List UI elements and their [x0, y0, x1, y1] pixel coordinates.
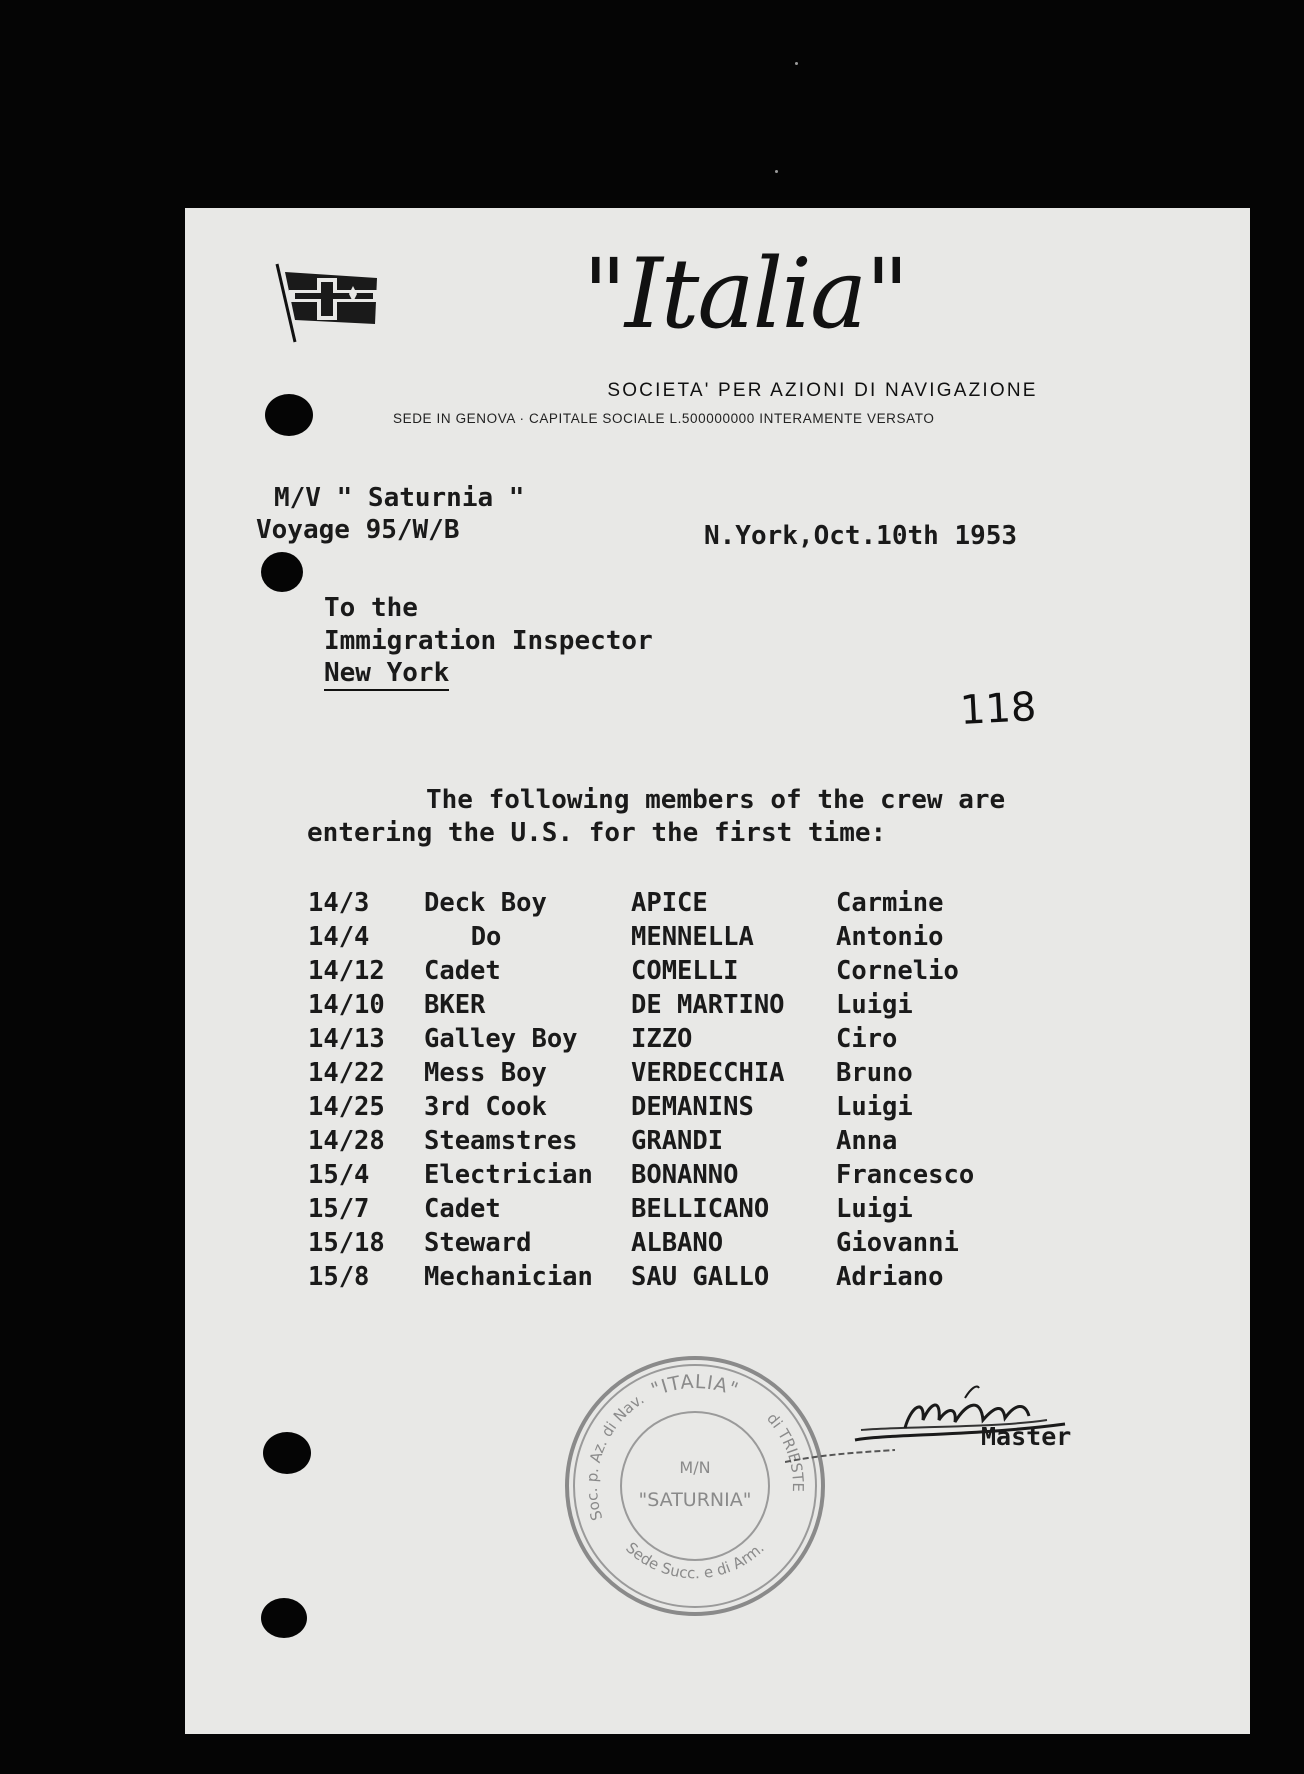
crew-given-name: Antonio [836, 922, 944, 952]
crew-row [308, 1228, 1248, 1262]
crew-given-name: Luigi [836, 1194, 913, 1224]
crew-number: 15/8 [308, 1262, 370, 1292]
stamp-top-text: "ITALIA" [648, 1370, 742, 1402]
crew-surname: ALBANO [631, 1228, 724, 1258]
crew-surname: VERDECCHIA [631, 1058, 785, 1088]
crew-row [308, 1092, 1248, 1126]
voyage-number: Voyage 95/W/B [256, 515, 460, 545]
crew-number: 14/13 [308, 1024, 385, 1054]
crew-row [308, 1024, 1248, 1058]
crew-row [308, 1160, 1248, 1194]
crew-rank: Galley Boy [424, 1024, 578, 1054]
crew-surname: BONANNO [631, 1160, 739, 1190]
crew-surname: COMELLI [631, 956, 739, 986]
crew-given-name: Giovanni [836, 1228, 959, 1258]
crew-row [308, 1194, 1248, 1228]
crew-surname: DE MARTINO [631, 990, 785, 1020]
stamp-center-line: "SATURNIA" [638, 1489, 752, 1511]
crew-given-name: Luigi [836, 1092, 913, 1122]
brand-logo: "Italia" [582, 238, 908, 350]
crew-rank: Mechanician [424, 1262, 593, 1292]
crew-given-name: Adriano [836, 1262, 944, 1292]
crew-row [308, 956, 1248, 990]
crew-number: 14/3 [308, 888, 370, 918]
crew-given-name: Bruno [836, 1058, 913, 1088]
crew-given-name: Anna [836, 1126, 898, 1156]
flag-icon [273, 260, 383, 344]
crew-rank: Do [440, 922, 502, 952]
crew-surname: APICE [631, 888, 708, 918]
crew-rank: Steamstres [424, 1126, 578, 1156]
svg-text:"ITALIA" [648, 1371, 742, 1402]
crew-rank: Cadet [424, 956, 501, 986]
crew-given-name: Cornelio [836, 956, 959, 986]
stamp-left-text: Soc. p. Az. di Nav. [582, 1389, 648, 1523]
crew-number: 15/7 [308, 1194, 370, 1224]
punch-hole [261, 1598, 307, 1638]
crew-given-name: Francesco [836, 1160, 975, 1190]
crew-number: 15/18 [308, 1228, 385, 1258]
punch-hole [261, 552, 303, 592]
crew-row [308, 1126, 1248, 1160]
crew-row [308, 1058, 1248, 1092]
ship-name: M/V " Saturnia " [274, 483, 525, 513]
crew-rank: Cadet [424, 1194, 501, 1224]
punch-hole [263, 1432, 311, 1474]
scan-speck [795, 62, 798, 65]
body-text-line: entering the U.S. for the first time: [307, 818, 887, 848]
master-signature [785, 1358, 1105, 1468]
letter-page [185, 208, 1250, 1734]
crew-row [308, 922, 1248, 956]
crew-row [308, 888, 1248, 922]
crew-surname: IZZO [631, 1024, 693, 1054]
addressee-line: Immigration Inspector [324, 626, 653, 656]
scan-speck [775, 170, 778, 173]
crew-surname: GRANDI [631, 1126, 724, 1156]
crew-number: 14/10 [308, 990, 385, 1020]
place-date: N.York,Oct.10th 1953 [704, 521, 1018, 551]
crew-number: 14/22 [308, 1058, 385, 1088]
handwritten-number: 118 [958, 684, 1038, 734]
crew-given-name: Luigi [836, 990, 913, 1020]
crew-surname: DEMANINS [631, 1092, 754, 1122]
stamp-bottom-text: Sede Succ. e di Arm. [622, 1538, 768, 1583]
signature-role: Master [981, 1422, 1072, 1451]
addressee-city: New York [324, 658, 449, 691]
crew-rank: Deck Boy [424, 888, 547, 918]
crew-number: 14/12 [308, 956, 385, 986]
crew-rank: Mess Boy [424, 1058, 547, 1088]
crew-row [308, 990, 1248, 1024]
crew-rank: Steward [424, 1228, 532, 1258]
stamp-center-line: M/N [679, 1458, 711, 1477]
crew-number: 14/28 [308, 1126, 385, 1156]
crew-given-name: Carmine [836, 888, 944, 918]
crew-rank: Electrician [424, 1160, 593, 1190]
crew-number: 14/25 [308, 1092, 385, 1122]
crew-row [308, 1262, 1248, 1296]
crew-rank: 3rd Cook [424, 1092, 547, 1122]
crew-surname: BELLICANO [631, 1194, 770, 1224]
body-text-line: The following members of the crew are [426, 785, 1006, 815]
crew-number: 15/4 [308, 1160, 370, 1190]
stamp-right-text: di TRIESTE [763, 1409, 808, 1493]
crew-surname: SAU GALLO [631, 1262, 770, 1292]
crew-rank: BKER [424, 990, 486, 1020]
crew-given-name: Ciro [836, 1024, 898, 1054]
crew-number: 14/4 [308, 922, 370, 952]
crew-surname: MENNELLA [631, 922, 754, 952]
company-seat: SEDE IN GENOVA · CAPITALE SOCIALE L.500000000 INTERAMENTE VERSATO [393, 411, 935, 426]
addressee-line: To the [324, 593, 418, 623]
company-name: SOCIETA' PER AZIONI DI NAVIGAZIONE [607, 380, 1038, 401]
